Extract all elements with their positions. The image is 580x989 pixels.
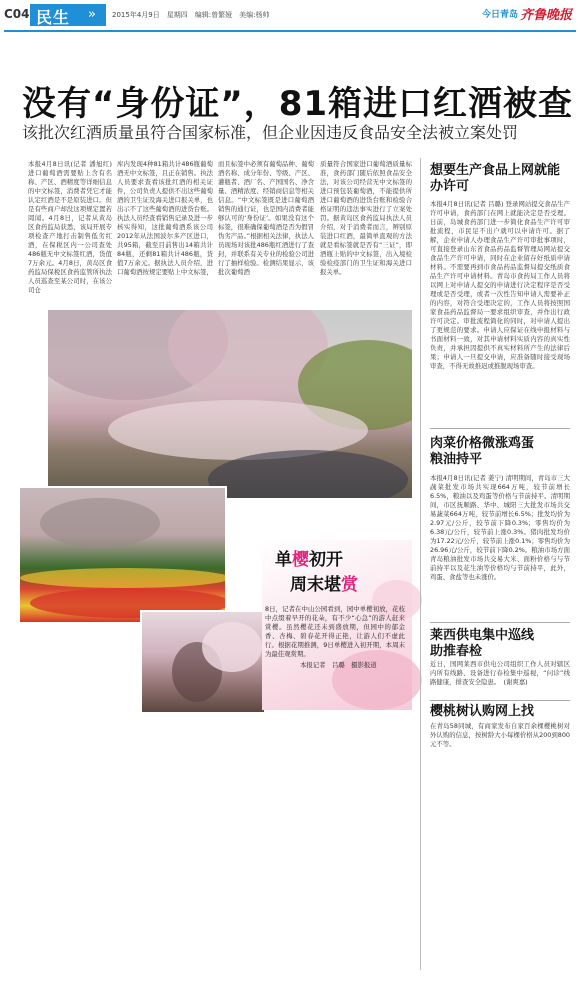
column-divider <box>420 158 421 970</box>
header-rule <box>4 30 576 32</box>
sidebar-divider <box>430 622 570 623</box>
paper-logo: 齐鲁晚报 <box>519 8 572 23</box>
caption-credit: 本报记者 吕璐 摄影报道 <box>300 661 377 669</box>
sidebar-story-3-body: 近日，国网莱西市供电公司组织工作人员对辖区内所有线路、设备进行春检集中巡视，“问诊”线路健康，排查安全隐患。 (谢爽嘉) <box>430 660 570 686</box>
sidebar-story-2-title: 肉菜价格微涨鸡蛋粮油持平 <box>430 436 535 467</box>
sidebar-divider <box>430 700 570 701</box>
page-number: C04 <box>4 7 30 21</box>
article-subtitle: 该批次红酒质量虽符合国家标准，但企业因违反食品安全法被立案处罚 <box>22 123 519 142</box>
article-column-1: 本报4月8日讯(记者 潘旭红) 进口葡萄酒需要贴上含有名称、产区、酒精度等详细信息的中文标签，消费者凭它才能认定红酒是不是原装进口。但是有些商户却没这项规定置若罔闻。4月8日，记者从黄岛区食药监局获悉，该局开展专项检查产地打击制售低劣红酒，在保税区内一公司查处486瓶无中文标签红酒，货值7万余元。4月8日，黄岛区食药监局保税区食药监管所执法人员巡查至某公司时，在该公司仓 <box>28 160 112 294</box>
article-column-2: 库内发现4种81箱共计486瓶葡萄酒无中文标签，且正在销售。执法人员要求查看该批红酒的相关证件，公司负责人提供不出这些葡萄酒的卫生证及海关进口报关单，也出示不了这些葡萄酒的进货台账。执法人员经查看销售记录及进一步核实得知，这批葡萄酒系该公司2012年从法国波尔多产区进口，共95箱，截至目前售出14箱共计84瓶，还剩81箱共计486瓶，货值7万余元。据执法人员介绍，进口葡萄酒按规定要贴上中文标签， <box>117 160 213 276</box>
tulip-garden-photo <box>18 486 227 624</box>
caption-title-line1: 单樱初开 <box>275 550 343 570</box>
caption-title-line2: 周末堪赏 <box>290 575 358 595</box>
article-column-3: 而且标签中必须有葡萄品种、葡萄酒名称、成分年份、等级、产区、灌瓶者、酒厂名、产国国名、净含量、酒精浓度、经销商信息等相关信息。“中文标签既是进口葡萄酒销售的通行证，也是国内消费者能够认可的‘身份证’。如果没有这个标签，很难确保葡萄酒是否为假冒伪劣产品。”根据相关法律，执法人员现场对该批486瓶红酒进行了查封，并联系有关专业的检验公司进行了抽样检验。检测结果显示，该批次葡萄酒 <box>218 160 314 276</box>
section-name: 民生 <box>36 8 71 27</box>
sidebar-story-1-title: 想要生产食品上网就能办许可 <box>430 163 561 194</box>
article-column-4: 质量符合国家进口葡萄酒质量标准，食药部门随后依照食品安全法，对该公司经营无中文标签的进口预包装葡萄酒，不能提供所进口葡萄酒的进货台账和检验合格证明的违法事实进行了立案处罚。据黄岛区食药监局执法人员介绍，对于消费者而言，辨别原装进口红酒，最简单直观的方法就是看标签就是否有“三证”，即酒瓶上贴的中文标签，出入境检验检疫部门的卫生证和海关进口报关单。 <box>320 160 412 276</box>
caption-body: 8日，记者在中山公园看到，园中单樱初放，花枝中点缀着早开的花朵，有不少“心急”的游人赶来赏樱。虽然樱花还未到盛放期，但园中的郁金香、杏梅、碧春花开得正艳，让游人们不虚此行。根据花期推测，9日单樱进入初开期，本周末为最佳观赏期。 <box>265 605 405 658</box>
cherry-blossom-photo <box>48 310 412 498</box>
issue-meta: 2015年4月9日 星期四 编辑:曾繁娅 美编:杨帅 <box>112 11 270 19</box>
sidebar-story-2-body: 本报4月8日讯(记者 姜宁) 清明期间，青岛市三大蔬菜批发市场共实现664万吨，较节前增长6.5%，粮油以及鸡蛋等价格与节前持平。清明期间，市区抚顺路、华中、城阳三大批发市场共交易蔬菜664万吨，较节前增长6.5%；批发均价为2.97元/公斤，较节前下降0.3%；零售均价为6.38元/公斤，较节前上涨0.3%。猪肉批发均价为17.22元/公斤，较节前上涨0.1%；零售均价为26.96元/公斤，较节前下降0.2%。粮油市场方面青岛粮油批发市场共交易大米、面粉价格与与节前持平以及花生油等价格均与节前持平，此外，鸡蛋、食盐等也未涨价。 <box>430 474 570 581</box>
sidebar-story-1-body: 本报4月8日讯(记者 吕璐) 登录网站提交食品生产许可申请，食药部门在网上就能决定是否受理。日前，岛城食药部门进一步简化食品生产许可审批流程，市民足不出户就可以申请许可。据了解，企业申请人办理食品生产许可审批事项时，可直接登录山东省食品药品监督管理局网站提交食品生产许可申请，同时在企业留存好纸质申请材料。不需要再到市食品药品监督局提交纸质食品生产许可申请材料。青岛市食药局工作人员将以网上对申请人提交的申请进行决定程序是否受理或是否受理，或者一次性告知申请人需要补正的内容，对符合受理决定的，工作人员将按照国家食品药品监督局一要求组织审查，并作出行政许可决定。审批流程简化的同时，对申请人提出了更规范的要求。申请人应保证在线申报材料与书面材料一致，对其申请材料实质内容的真实性负责，并承担因提供不真实材料所产生的法律后果；申请人一旦提交申请，应准备随时接受现场审查，不得无故推迟或推脱现场审查。 <box>430 200 570 370</box>
sidebar-story-3-title: 莱西供电集中巡线助推春检 <box>430 628 535 659</box>
visitors-photo <box>140 610 266 714</box>
sidebar-story-4-body: 在青岛58同城，有商家发布自家百余棵樱桃树对外认购的信息，按树龄大小每棵价格从200到800元不等。 <box>430 722 570 748</box>
article-title: 没有“身份证”，81箱进口红酒被查 <box>22 84 574 124</box>
page-header <box>0 0 580 30</box>
sidebar-divider <box>430 428 570 429</box>
sidebar-story-4-title: 樱桃树认购网上找 <box>430 704 535 719</box>
paper-edition: 今日青岛 <box>481 10 518 20</box>
chevron-right-icon: » <box>88 7 96 22</box>
